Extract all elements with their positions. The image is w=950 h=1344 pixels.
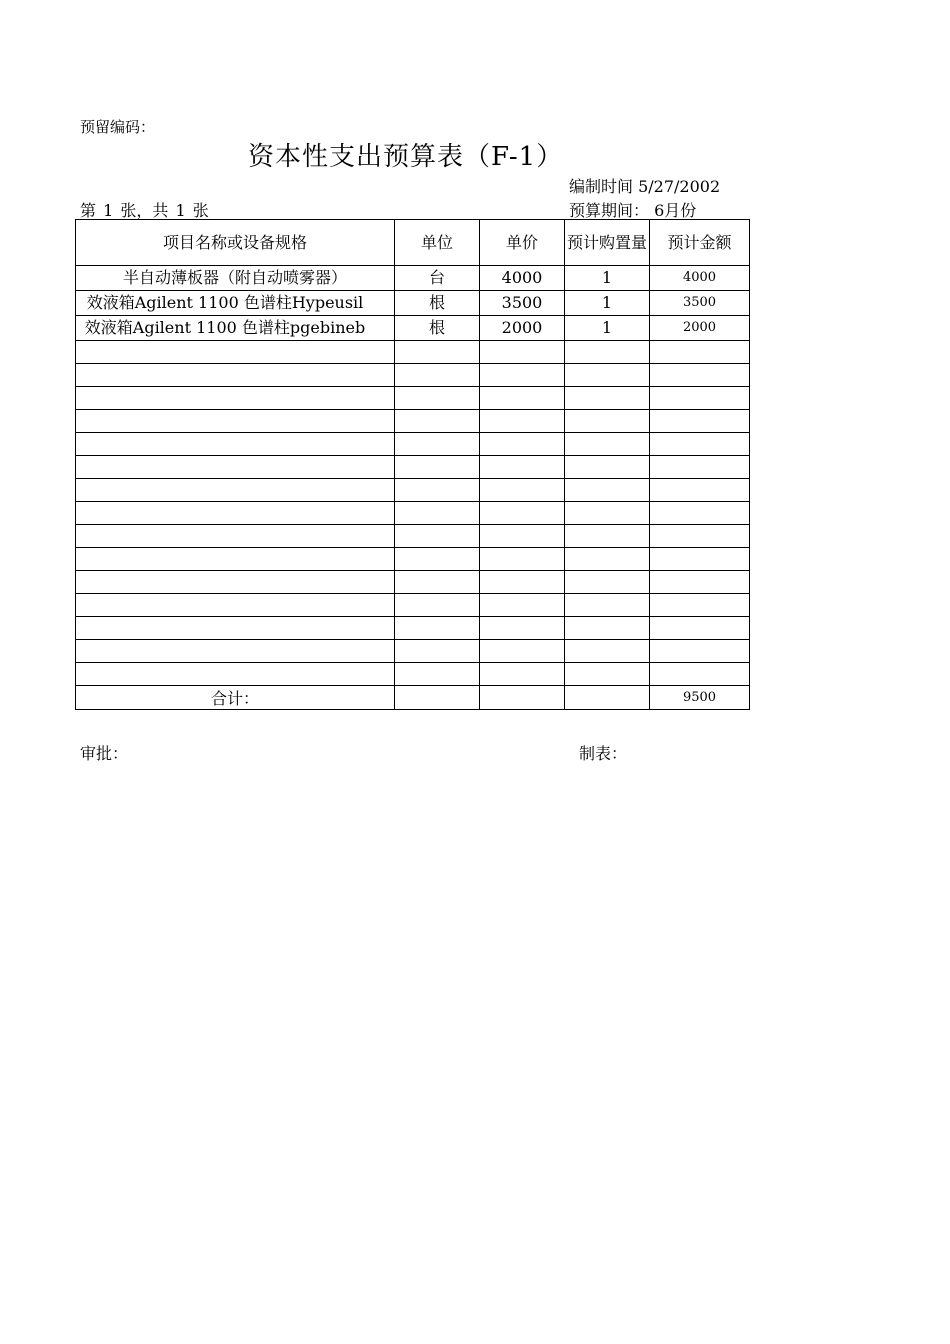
amount-cell: 3500 (650, 291, 750, 316)
empty-row (76, 548, 750, 571)
item-name-cell (76, 291, 395, 316)
table-row (76, 291, 750, 316)
unit-cell: 根 (395, 291, 480, 316)
item-name-cell: 半自动薄板器（附自动喷雾器） (76, 266, 395, 291)
quantity-cell: 1 (565, 316, 650, 341)
total-label: 合计： (76, 686, 395, 710)
column-header-item-name: 项目名称或设备规格 (76, 220, 395, 266)
price-cell: 3500 (480, 291, 565, 316)
quantity-cell: 1 (565, 266, 650, 291)
price-cell: 4000 (480, 266, 565, 291)
page-title: 资本性支出预算表（F-1） (248, 142, 564, 172)
empty-row (76, 640, 750, 663)
empty-row (76, 456, 750, 479)
empty-row (76, 663, 750, 686)
empty-row (76, 387, 750, 410)
total-row (76, 686, 750, 710)
sheet-number: 第 1 张，共 1 张 (80, 201, 209, 220)
table-row (76, 316, 750, 341)
amount-cell: 4000 (650, 266, 750, 291)
approval-label: 审批： (80, 744, 129, 763)
empty-row (76, 594, 750, 617)
empty-row (76, 479, 750, 502)
empty-row (76, 433, 750, 456)
budget-table (75, 219, 750, 710)
column-header-unit-price: 单价 (480, 220, 565, 266)
compiled-time: 编制时间 5/27/2002 (569, 177, 721, 196)
column-header-amount: 预计金额 (650, 220, 750, 266)
empty-row (76, 410, 750, 433)
budget-period: 预算期间： 6月份 (569, 201, 697, 220)
item-name-text: 效液箱Agilent 1100 色谱柱pgebineb (84, 318, 366, 337)
empty-row (76, 364, 750, 387)
unit-cell: 台 (395, 266, 480, 291)
column-header-unit: 单位 (395, 220, 480, 266)
item-name-text: 效液箱Agilent 1100 色谱柱Hypeusil (86, 293, 364, 312)
empty-row (76, 571, 750, 594)
empty-row (76, 617, 750, 640)
amount-cell: 2000 (650, 316, 750, 341)
column-header-quantity: 预计购置量 (565, 220, 650, 266)
total-amount: 9500 (650, 686, 750, 710)
table-row (76, 266, 750, 291)
empty-row (76, 525, 750, 548)
price-cell: 2000 (480, 316, 565, 341)
empty-row (76, 502, 750, 525)
quantity-cell: 1 (565, 291, 650, 316)
reserved-code-label: 预留编码： (80, 118, 156, 136)
empty-row (76, 341, 750, 364)
item-name-cell (76, 316, 395, 341)
table-header-row (76, 220, 750, 266)
unit-cell: 根 (395, 316, 480, 341)
preparer-label: 制表： (579, 744, 628, 763)
